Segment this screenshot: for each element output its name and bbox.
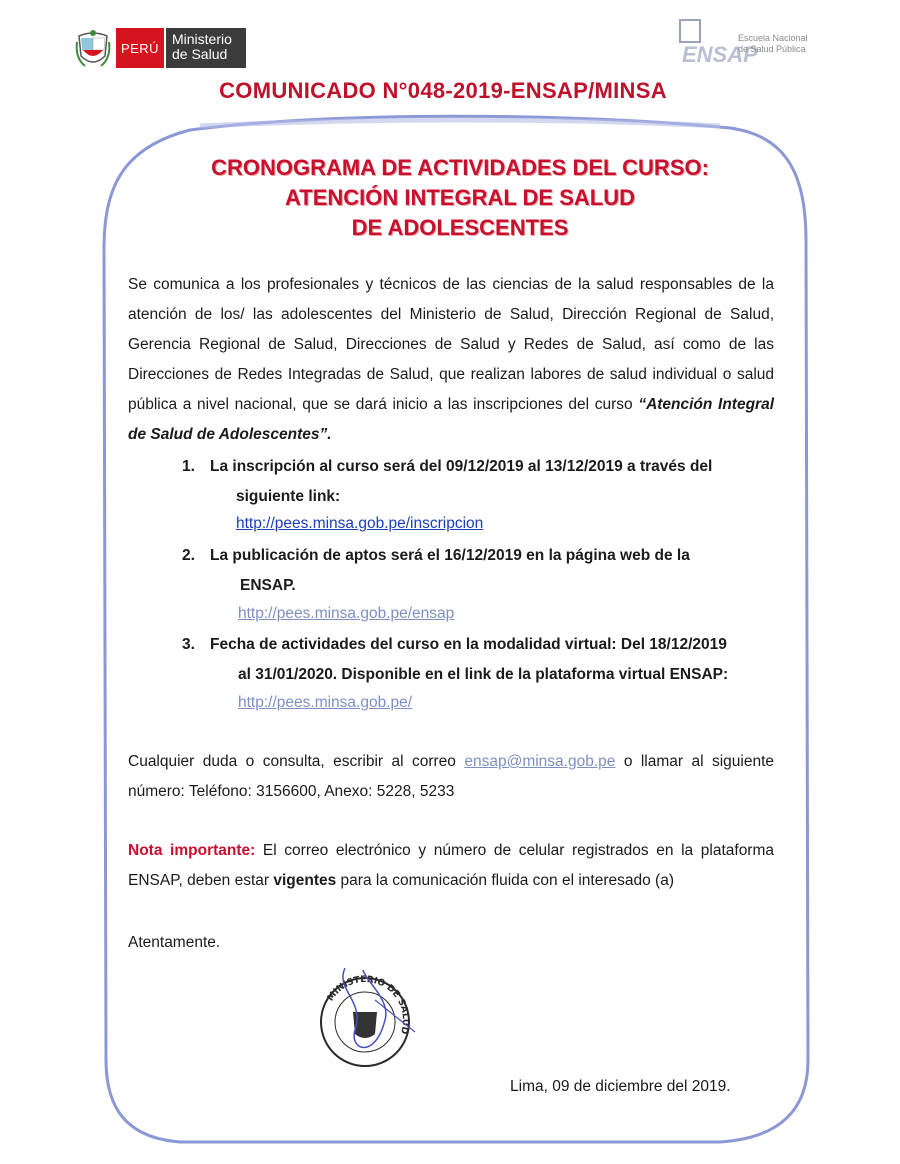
- inscripcion-link[interactable]: http://pees.minsa.gob.pe/inscripcion: [236, 515, 484, 532]
- ensap-logo-text: ENSAP: [682, 42, 758, 67]
- ministerio-de-salud-label: [166, 28, 246, 68]
- ensap-aptos-link[interactable]: http://pees.minsa.gob.pe/ensap: [238, 605, 455, 622]
- peru-coat-of-arms-icon: [75, 28, 111, 70]
- item-3-number: 3.: [182, 636, 195, 653]
- item-1-number: 1.: [182, 458, 195, 475]
- date-text: Lima, 09 de diciembre del 2019.: [510, 1078, 731, 1095]
- item-2-line-1: La publicación de aptos será el 16/12/2019 en la página web de la: [210, 547, 690, 564]
- ministry-seal-stamp: [305, 960, 425, 1080]
- title-line-3: DE ADOLESCENTES: [351, 215, 569, 240]
- comunicado-heading: COMUNICADO N°048-2019-ENSAP/MINSA: [219, 78, 667, 103]
- seal-text: MINISTERIO DE SALUD: [325, 974, 411, 1035]
- ensap-name-line-1: Escuela Nacional: [738, 33, 808, 43]
- contact-text-after: o llamar al siguiente número: Teléfono: 3156600, Anexo: 5228, 5233: [128, 753, 774, 800]
- peru-label: PERÚ: [116, 28, 164, 68]
- contact-paragraph: [128, 747, 774, 807]
- nota-text-2: para la comunicación fluida con el interesado (a): [340, 872, 674, 889]
- intro-paragraph: [128, 270, 774, 450]
- item-3-line-1: Fecha de actividades del curso en la modalidad virtual: Del 18/12/2019: [210, 636, 727, 653]
- ministerio-line-2: de Salud: [172, 46, 228, 62]
- ensap-name-line-2: de Salud Pública: [738, 44, 806, 54]
- item-3-line-2: al 31/01/2020. Disponible en el link de la plataforma virtual ENSAP:: [238, 666, 729, 683]
- item-2-line-2: ENSAP.: [240, 577, 296, 594]
- item-1-line-2: siguiente link:: [236, 488, 341, 505]
- ministerio-line-1: Ministerio: [172, 31, 232, 47]
- contact-email-link[interactable]: ensap@minsa.gob.pe: [464, 753, 616, 770]
- course-name: “Atención Integral de Salud de Adolescentes”.: [128, 396, 775, 443]
- nota-label: Nota importante:: [128, 842, 256, 859]
- intro-text: Se comunica a los profesionales y técnicos de las ciencias de la salud responsables de la atención de los/ las adolescentes del Ministerio de Salud, Dirección Regional de Salud, Gerencia Regional de Salud, Direcciones de Salud y Redes de Salud, así como de las Direcciones de Redes Integradas de Salud, que realizan labores de salud individual o salud pública a nivel nacional, que se dará inicio a las inscripciones del curso: [128, 276, 774, 413]
- ensap-name-label: [738, 33, 828, 55]
- document-title: [120, 153, 800, 243]
- plataforma-virtual-link[interactable]: http://pees.minsa.gob.pe/: [238, 694, 413, 711]
- nota-importante-paragraph: [128, 836, 774, 896]
- ensap-logo-icon: [678, 18, 758, 68]
- nota-text-1: El correo electrónico y número de celular registrados en la plataforma ENSAP, deben estar: [128, 842, 775, 889]
- nota-bold: vigentes: [273, 872, 337, 889]
- item-1-line-1: La inscripción al curso será del 09/12/2019 al 13/12/2019 a través del: [210, 458, 713, 475]
- item-2-number: 2.: [182, 547, 195, 564]
- closing-text: Atentamente.: [128, 934, 221, 951]
- title-line-2: ATENCIÓN INTEGRAL DE SALUD: [285, 185, 635, 210]
- contact-text-before: Cualquier duda o consulta, escribir al correo: [128, 753, 456, 770]
- title-line-1: CRONOGRAMA DE ACTIVIDADES DEL CURSO:: [211, 155, 709, 180]
